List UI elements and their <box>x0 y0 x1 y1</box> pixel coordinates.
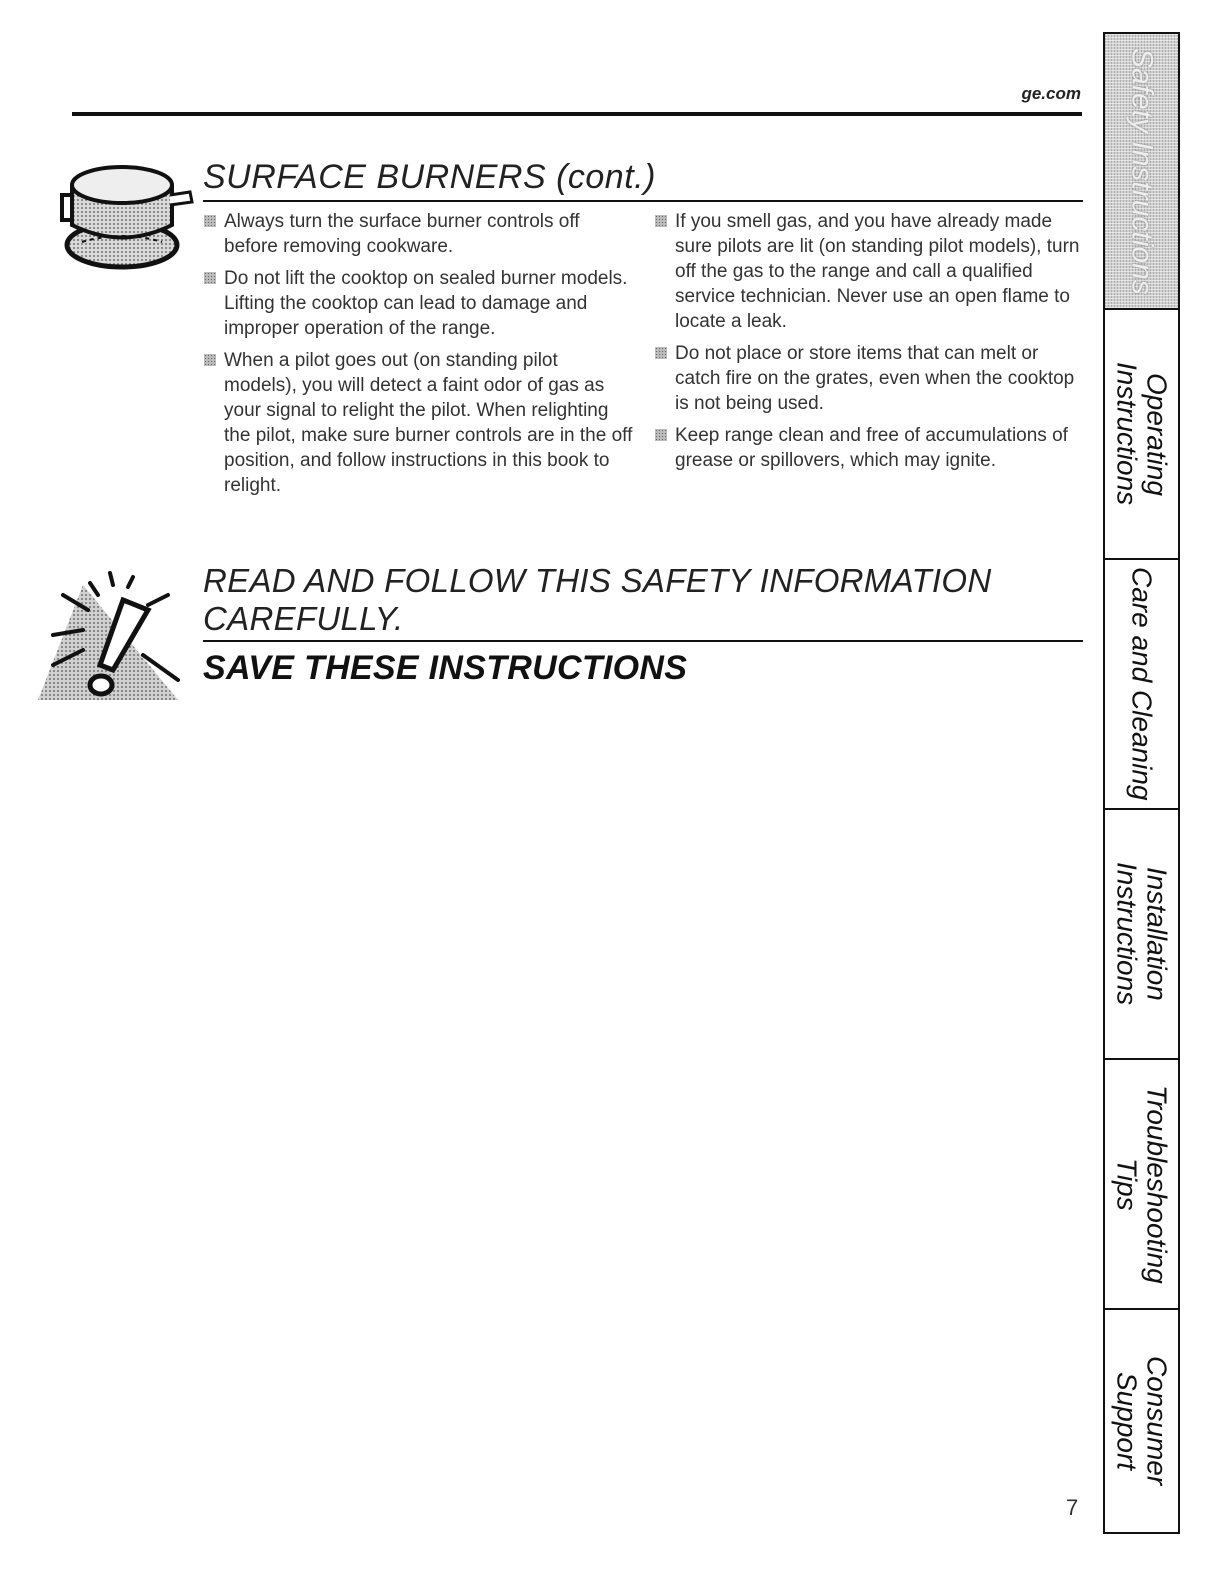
bullet-item: Always turn the surface burner controls off before removing cookware. <box>204 209 634 259</box>
tab-operating-instructions[interactable] <box>1105 308 1178 558</box>
bullet-item: Keep range clean and free of accumulations of grease or spillovers, which may ignite. <box>655 423 1080 473</box>
safety-read-title: READ AND FOLLOW THIS SAFETY INFORMATION CAREFULLY. <box>203 562 992 637</box>
header-rule <box>72 112 1082 116</box>
section-title: SURFACE BURNERS (cont.) <box>203 158 656 196</box>
section-rule <box>203 200 1083 202</box>
tab-safety-instructions[interactable] <box>1105 32 1178 308</box>
section-tab-strip <box>1103 32 1180 1534</box>
save-instructions-title: SAVE THESE INSTRUCTIONS <box>203 649 688 687</box>
tab-installation-instructions[interactable] <box>1105 808 1178 1058</box>
bullet-icon <box>204 272 216 284</box>
left-column <box>204 209 634 505</box>
tab-consumer-support[interactable] <box>1105 1308 1178 1532</box>
tab-label: Operating Instructions <box>1111 362 1173 506</box>
cookware-burner-icon <box>52 150 202 280</box>
tab-label: Care and Cleaning <box>1126 567 1158 801</box>
site-url: ge.com <box>1021 84 1081 103</box>
bullet-item: Do not place or store items that can melt or catch fire on the grates, even when the cooktop is not being used. <box>655 341 1080 416</box>
right-column <box>655 209 1080 480</box>
page-number: 7 <box>1066 1495 1079 1520</box>
bullet-icon <box>655 429 667 441</box>
bullet-icon <box>655 215 667 227</box>
tab-label: Installation Instructions <box>1111 862 1173 1006</box>
tab-label: Troubleshooting Tips <box>1111 1084 1173 1284</box>
tab-troubleshooting-tips[interactable] <box>1105 1058 1178 1308</box>
bullet-item: When a pilot goes out (on standing pilot models), you will detect a faint odor of gas as your signal to relight the pilot. When relighting the pilot, make sure burner controls are in the off position, and follow instructions in this book to relight. <box>204 348 634 498</box>
warning-exclamation-icon <box>28 565 198 705</box>
tab-care-and-cleaning[interactable] <box>1105 558 1178 808</box>
bullet-item: If you smell gas, and you have already made sure pilots are lit (on standing pilot models), turn off the gas to the range and call a qualified service technician. Never use an open flame to locate a leak. <box>655 209 1080 334</box>
bullet-icon <box>655 347 667 359</box>
tab-label: Consumer Support <box>1111 1356 1173 1486</box>
bullet-icon <box>204 215 216 227</box>
bullet-item: Do not lift the cooktop on sealed burner models. Lifting the cooktop can lead to damage and improper operation of the range. <box>204 266 634 341</box>
safety-rule <box>203 640 1083 642</box>
bullet-icon <box>204 354 216 366</box>
tab-label: Safety Instructions <box>1125 47 1159 295</box>
